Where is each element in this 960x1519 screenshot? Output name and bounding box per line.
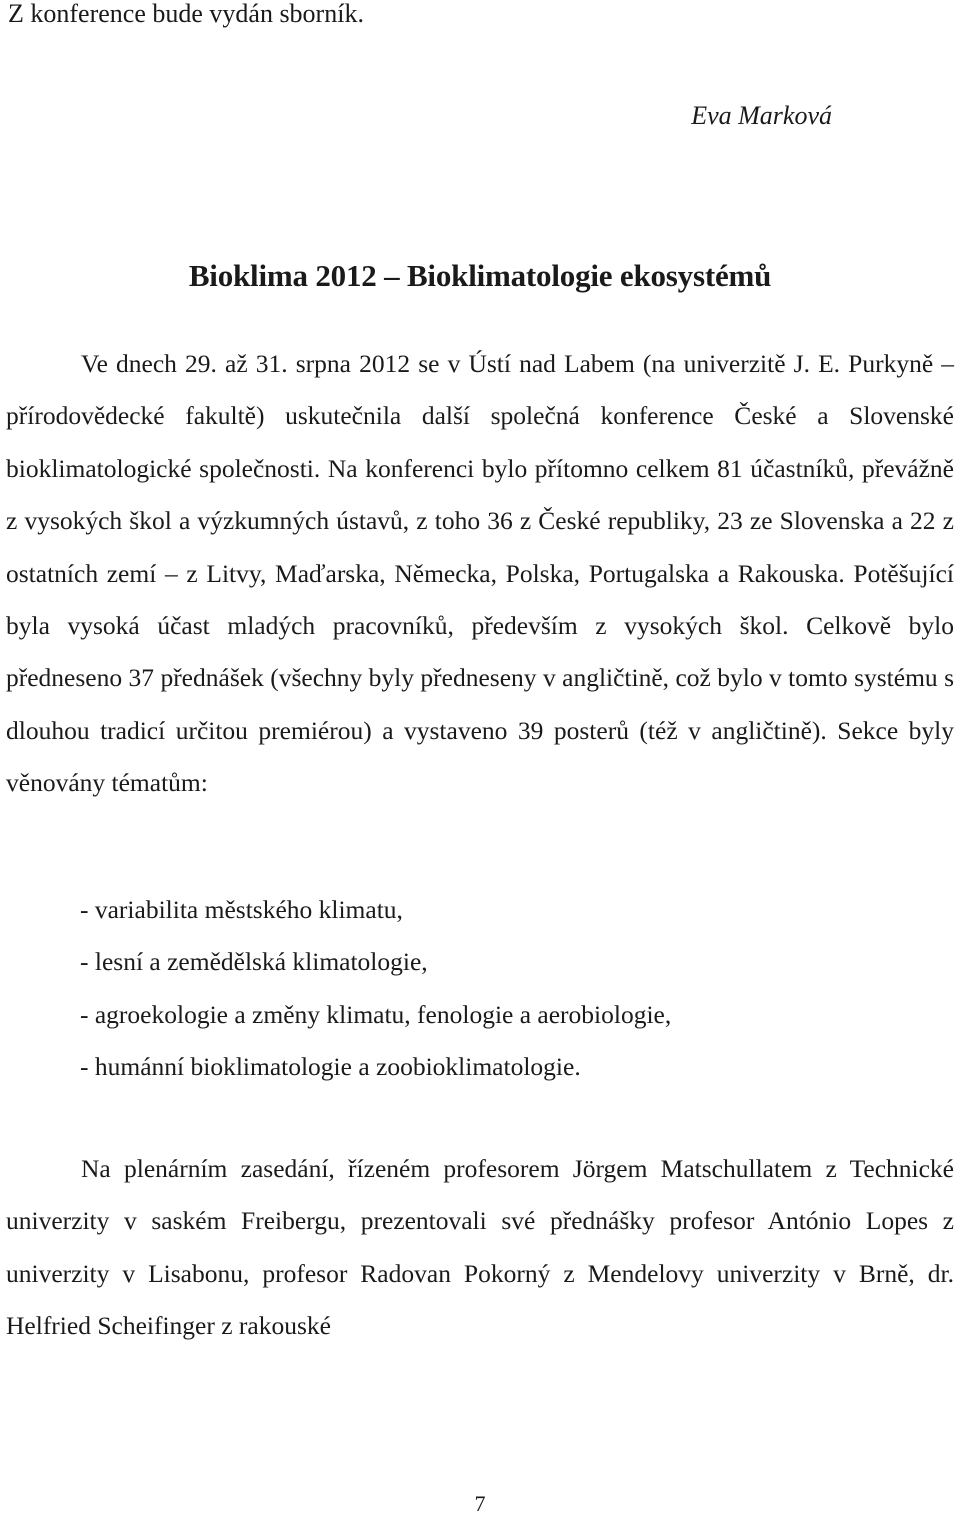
intro-line: Z konference bude vydán sborník. xyxy=(8,0,364,28)
paragraph-plenary-session: Na plenárním zasedání, řízeném profesorem Jörgem Matschullatem z Technické univerzity v saském Freibergu, prezentovali své přednášky profesor António Lopes z univerzity v Lisabonu, profesor Radovan Pokorný z Mendelovy univerzity v Brně, dr. Helfried Scheifinger z rakouské xyxy=(6,1154,954,1341)
page-number: 7 xyxy=(474,1491,486,1516)
topic-list xyxy=(80,884,671,1094)
topic-item: - variabilita městského klimatu, xyxy=(80,895,403,924)
topic-item: - humánní bioklimatologie a zoobioklimatologie. xyxy=(80,1052,581,1082)
topic-item: - lesní a zemědělská klimatologie, xyxy=(80,947,428,977)
author-name: Eva Marková xyxy=(691,101,832,130)
paragraph-conference-summary: Ve dnech 29. až 31. srpna 2012 se v Ústí nad Labem (na univerzitě J. E. Purkyně – přírodovědecké fakultě) uskutečnila další společná konference České a Slovenské bioklimatologické společnosti. Na konferenci bylo přítomno celkem 81 účastníků, převážně z vysokých škol a výzkumných ústavů, z toho 36 z České republiky, 23 ze Slovenska a 22 z ostatních zemí – z Litvy, Maďarska, Německa, Polska, Portugalska a Rakouska. Potěšující byla vysoká účast mladých pracovníků, především z vysokých škol. Celkově bylo předneseno 37 přednášek (všechny byly předneseny v angličtině, což bylo v tomto systému s dlouhou tradicí určitou premiérou) a vystaveno 39 posterů (též v angličtině). Sekce byly věnovány tématům: xyxy=(6,349,954,798)
topic-item: - agroekologie a změny klimatu, fenologie a aerobiologie, xyxy=(80,999,672,1029)
article-title: Bioklima 2012 – Bioklimatologie ekosystémů xyxy=(188,258,772,293)
